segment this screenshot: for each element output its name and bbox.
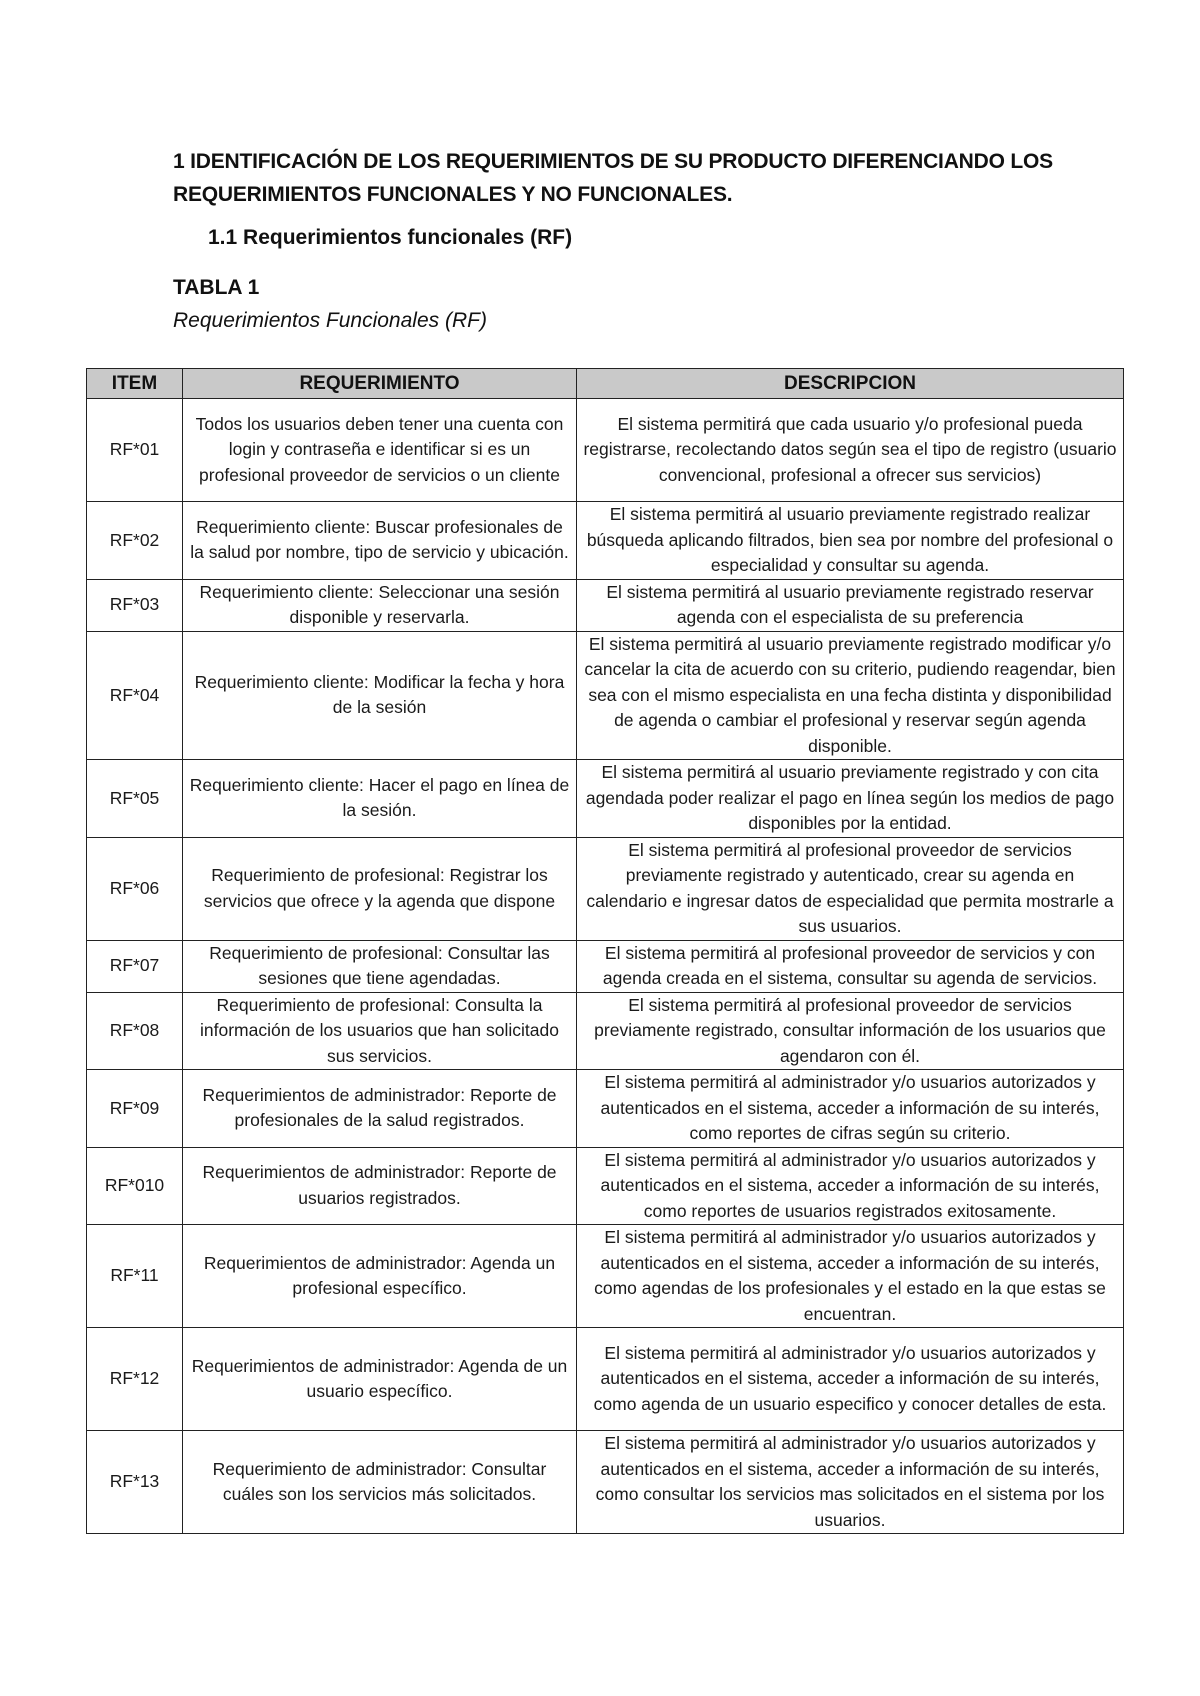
- description-cell: El sistema permitirá al usuario previamente registrado y con cita agendada poder realizar el pago en línea según los medios de pago disponibles por la entidad.: [577, 760, 1124, 838]
- description-cell: El sistema permitirá al usuario previamente registrado modificar y/o cancelar la cita de acuerdo con su criterio, pudiendo reagendar, bien sea con el mismo especialista en una fecha distinta y disponibilidad de agenda o cambiar el profesional y reservar según agenda disponible.: [577, 631, 1124, 760]
- table-row: [87, 1328, 1124, 1431]
- table-caption: Requerimientos Funcionales (RF): [173, 309, 487, 332]
- item-cell: RF*11: [87, 1225, 183, 1328]
- table-row: [87, 760, 1124, 838]
- requirements-table: [86, 368, 1124, 1534]
- requirement-cell: Requerimientos de administrador: Reporte de profesionales de la salud registrados.: [183, 1070, 577, 1148]
- table-row: [87, 399, 1124, 502]
- requirement-cell: Requerimiento de profesional: Consulta la información de los usuarios que han solicitado sus servicios.: [183, 992, 577, 1070]
- requirement-cell: Requerimiento de profesional: Consultar las sesiones que tiene agendadas.: [183, 940, 577, 992]
- item-cell: RF*06: [87, 837, 183, 940]
- table-row: [87, 502, 1124, 580]
- description-cell: El sistema permitirá al usuario previamente registrado realizar búsqueda aplicando filtrados, bien sea por nombre del profesional o especialidad y consultar su agenda.: [577, 502, 1124, 580]
- description-cell: El sistema permitirá que cada usuario y/o profesional pueda registrarse, recolectando datos según sea el tipo de registro (usuario convencional, profesional a ofrecer sus servicios): [577, 399, 1124, 502]
- item-cell: RF*03: [87, 579, 183, 631]
- requirement-cell: Todos los usuarios deben tener una cuenta con login y contraseña e identificar si es un profesional proveedor de servicios o un cliente: [183, 399, 577, 502]
- requirement-cell: Requerimiento cliente: Seleccionar una sesión disponible y reservarla.: [183, 579, 577, 631]
- description-cell: El sistema permitirá al administrador y/o usuarios autorizados y autenticados en el sistema, acceder a información de su interés, como consultar los servicios mas solicitados en el sistema por los usuarios.: [577, 1431, 1124, 1534]
- description-cell: El sistema permitirá al profesional proveedor de servicios y con agenda creada en el sistema, consultar su agenda de servicios.: [577, 940, 1124, 992]
- table-row: [87, 1147, 1124, 1225]
- table-row: [87, 1431, 1124, 1534]
- table-label: TABLA 1: [173, 276, 260, 299]
- item-cell: RF*04: [87, 631, 183, 760]
- table-row: [87, 631, 1124, 760]
- item-cell: RF*02: [87, 502, 183, 580]
- table-row: [87, 940, 1124, 992]
- requirement-cell: Requerimientos de administrador: Agenda un profesional específico.: [183, 1225, 577, 1328]
- table-row: [87, 579, 1124, 631]
- requirement-cell: Requerimiento de profesional: Registrar los servicios que ofrece y la agenda que dispone: [183, 837, 577, 940]
- description-cell: El sistema permitirá al profesional proveedor de servicios previamente registrado, consultar información de los usuarios que agendaron con él.: [577, 992, 1124, 1070]
- item-cell: RF*09: [87, 1070, 183, 1148]
- table-row: [87, 837, 1124, 940]
- item-cell: RF*07: [87, 940, 183, 992]
- description-cell: El sistema permitirá al administrador y/o usuarios autorizados y autenticados en el sistema, acceder a información de su interés, como agenda de un usuario especifico y conocer detalles de esta.: [577, 1328, 1124, 1431]
- item-cell: RF*05: [87, 760, 183, 838]
- table-row: [87, 1225, 1124, 1328]
- header-requerimiento: REQUERIMIENTO: [183, 369, 577, 399]
- item-cell: RF*010: [87, 1147, 183, 1225]
- description-cell: El sistema permitirá al profesional proveedor de servicios previamente registrado y autenticado, crear su agenda en calendario e ingresar datos de especialidad que permita mostrarle a sus usuarios.: [577, 837, 1124, 940]
- description-cell: El sistema permitirá al usuario previamente registrado reservar agenda con el especialista de su preferencia: [577, 579, 1124, 631]
- item-cell: RF*13: [87, 1431, 183, 1534]
- header-descripcion: DESCRIPCION: [577, 369, 1124, 399]
- requirement-cell: Requerimientos de administrador: Agenda de un usuario específico.: [183, 1328, 577, 1431]
- subsection-heading: 1.1 Requerimientos funcionales (RF): [208, 226, 573, 249]
- requirement-cell: Requerimiento cliente: Buscar profesionales de la salud por nombre, tipo de servicio y ubicación.: [183, 502, 577, 580]
- item-cell: RF*08: [87, 992, 183, 1070]
- header-item: ITEM: [87, 369, 183, 399]
- requirement-cell: Requerimiento cliente: Modificar la fecha y hora de la sesión: [183, 631, 577, 760]
- item-cell: RF*01: [87, 399, 183, 502]
- item-cell: RF*12: [87, 1328, 183, 1431]
- requirement-cell: Requerimiento de administrador: Consultar cuáles son los servicios más solicitados.: [183, 1431, 577, 1534]
- requirement-cell: Requerimiento cliente: Hacer el pago en línea de la sesión.: [183, 760, 577, 838]
- description-cell: El sistema permitirá al administrador y/o usuarios autorizados y autenticados en el sistema, acceder a información de su interés, como agendas de los profesionales y el estado en la que estas se encuentran.: [577, 1225, 1124, 1328]
- section-heading: 1 IDENTIFICACIÓN DE LOS REQUERIMIENTOS DE SU PRODUCTO DIFERENCIANDO LOS REQUERIMIENTOS FUNCIONALES Y NO FUNCIONALES.: [173, 150, 1053, 206]
- description-cell: El sistema permitirá al administrador y/o usuarios autorizados y autenticados en el sistema, acceder a información de su interés, como reportes de cifras según su criterio.: [577, 1070, 1124, 1148]
- table-header-row: [87, 369, 1124, 399]
- requirement-cell: Requerimientos de administrador: Reporte de usuarios registrados.: [183, 1147, 577, 1225]
- table-row: [87, 992, 1124, 1070]
- description-cell: El sistema permitirá al administrador y/o usuarios autorizados y autenticados en el sistema, acceder a información de su interés, como reportes de usuarios registrados exitosamente.: [577, 1147, 1124, 1225]
- table-row: [87, 1070, 1124, 1148]
